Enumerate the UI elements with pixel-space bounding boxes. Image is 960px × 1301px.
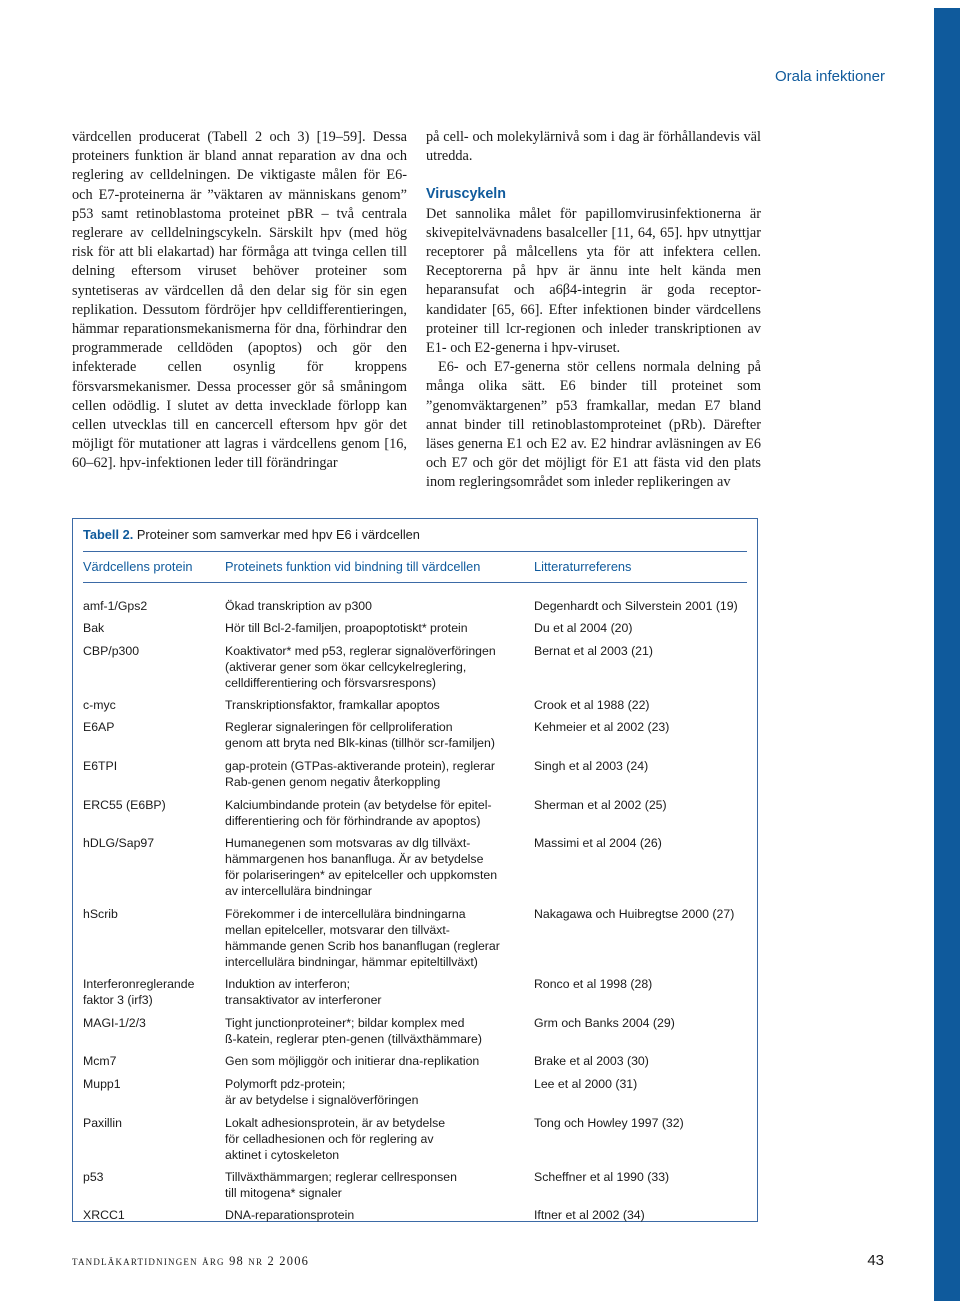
body-paragraph: E6- och E7-generna stör cellens normala delning på många olika sätt. E6 binder till proteinet som ”genomväktargenen” p53 framkallar, medan E7 bland annat binder till retinoblastomproteinet (pRb). Därefter läses generna E1 och E2 av. E2 hindrar avläsningen av E6 och E7 och gör det möjligt för E1 att fästa vid den plats inom regleringsområdet som inleder replikeringen av xyxy=(426,359,761,491)
function-cell-line: Koaktivator* med p53, reglerar signalöverföringen xyxy=(225,644,496,658)
function-cell xyxy=(225,1169,530,1201)
protein-cell xyxy=(83,598,223,614)
protein-cell xyxy=(83,976,223,1008)
function-cell-line: Hör till Bcl-2-familjen, proapoptotiskt* protein xyxy=(225,621,468,635)
function-cell-line: till mitogena* signaler xyxy=(225,1186,342,1200)
table-caption-number: Tabell 2. xyxy=(83,527,134,542)
function-cell-line: Transkriptionsfaktor, framkallar apoptos xyxy=(225,698,440,712)
protein-cell-line: p53 xyxy=(83,1170,104,1184)
function-cell-line: gap-protein (GTPas-aktiverande protein), reglerar xyxy=(225,759,495,773)
protein-cell xyxy=(83,697,223,713)
function-cell xyxy=(225,758,530,790)
function-cell xyxy=(225,1207,530,1223)
protein-cell-line: hScrib xyxy=(83,907,118,921)
function-cell xyxy=(225,797,530,829)
reference-cell: Lee et al 2000 (31) xyxy=(534,1077,638,1091)
protein-cell xyxy=(83,1115,223,1131)
table-caption-text: Proteiner som samverkar med hpv E6 i värdcellen xyxy=(136,527,420,542)
function-cell-line: (aktiverar gener som ökar cellcykelreglering, xyxy=(225,660,467,674)
protein-cell xyxy=(83,1076,223,1092)
reference-cell: Kehmeier et al 2002 (23) xyxy=(534,720,670,734)
function-cell-line: genom att bryta ned Blk-kinas (tillhör scr-familjen) xyxy=(225,736,495,750)
reference-cell: Grm och Banks 2004 (29) xyxy=(534,1016,675,1030)
function-cell xyxy=(225,697,530,713)
protein-cell-line: amf-1/Gps2 xyxy=(83,599,148,613)
reference-cell: Brake et al 2003 (30) xyxy=(534,1054,649,1068)
protein-cell xyxy=(83,620,223,636)
protein-cell-line: XRCC1 xyxy=(83,1208,125,1222)
protein-table xyxy=(72,518,758,1222)
function-cell-line: Förekommer i de intercellulära bindningarna xyxy=(225,907,466,921)
protein-cell xyxy=(83,1207,223,1223)
function-cell-line: är av betydelse i signalöverföringen xyxy=(225,1093,419,1107)
page-number: 43 xyxy=(867,1252,884,1269)
left-column xyxy=(72,128,407,474)
function-cell-line: transaktivator av interferoner xyxy=(225,993,382,1007)
right-column xyxy=(426,128,761,493)
function-cell xyxy=(225,1015,530,1047)
function-cell xyxy=(225,976,530,1008)
function-cell-line: Induktion av interferon; xyxy=(225,977,351,991)
protein-cell-line: Interferonreglerande xyxy=(83,977,195,991)
function-cell xyxy=(225,906,530,970)
protein-cell-line: Bak xyxy=(83,621,105,635)
reference-cell: Iftner et al 2002 (34) xyxy=(534,1208,645,1222)
function-cell-line: differentiering och för förhindrande av apoptos) xyxy=(225,814,481,828)
function-cell-line: aktinet i cytoskeleton xyxy=(225,1148,340,1162)
function-cell-line: Kalciumbindande protein (av betydelse för epitel- xyxy=(225,798,492,812)
side-color-bar xyxy=(934,8,960,1301)
reference-cell: Massimi et al 2004 (26) xyxy=(534,836,662,850)
function-cell-line: av intercellulära bindningar xyxy=(225,884,372,898)
function-cell-line: hämmande genen Scrib hos bananflugan (reglerar xyxy=(225,939,500,953)
function-cell-line: hämmargenen hos bananfluga. Är av betydelse xyxy=(225,852,484,866)
function-cell xyxy=(225,835,530,899)
function-cell-line: Gen som möjliggör och initierar dna-replikation xyxy=(225,1054,480,1068)
function-cell-line: DNA-reparationsprotein xyxy=(225,1208,355,1222)
protein-cell xyxy=(83,1169,223,1185)
protein-cell-line: E6AP xyxy=(83,720,115,734)
function-cell-line: Tillväxthämmargen; reglerar cellresponsen xyxy=(225,1170,457,1184)
protein-cell xyxy=(83,906,223,922)
protein-cell-line: ERC55 (E6BP) xyxy=(83,798,166,812)
reference-cell: Du et al 2004 (20) xyxy=(534,621,633,635)
section-label: Orala infektioner xyxy=(774,68,885,85)
reference-cell: Crook et al 1988 (22) xyxy=(534,698,650,712)
protein-cell-line: MAGI-1/2/3 xyxy=(83,1016,146,1030)
reference-cell: Nakagawa och Huibregtse 2000 (27) xyxy=(534,907,735,921)
function-cell xyxy=(225,598,530,614)
protein-cell xyxy=(83,1015,223,1031)
section-heading: Viruscykeln xyxy=(426,186,507,203)
reference-cell: Tong och Howley 1997 (32) xyxy=(534,1116,684,1130)
function-cell-line: celldifferentiering och försvarsrespons) xyxy=(225,676,436,690)
function-cell-line: intercellulära bindningar, hämmar epiteltillväxt) xyxy=(225,955,478,969)
protein-cell-line: Mcm7 xyxy=(83,1054,117,1068)
reference-cell: Degenhardt och Silverstein 2001 (19) xyxy=(534,599,738,613)
protein-cell-line: c-myc xyxy=(83,698,116,712)
function-cell xyxy=(225,643,530,691)
table-caption xyxy=(83,527,420,543)
function-cell xyxy=(225,719,530,751)
protein-cell-line: Mupp1 xyxy=(83,1077,121,1091)
function-cell-line: Ökad transkription av p300 xyxy=(225,599,372,613)
journal-footer: tandläkartidningen årg 98 nr 2 2006 xyxy=(72,1254,310,1268)
reference-cell: Sherman et al 2002 (25) xyxy=(534,798,667,812)
protein-cell xyxy=(83,758,223,774)
protein-cell xyxy=(83,719,223,735)
function-cell-line: mellan epitelceller, motsvarar den tillväxt- xyxy=(225,923,450,937)
function-cell-line: Lokalt adhesionsprotein, är av betydelse xyxy=(225,1116,446,1130)
reference-cell: Singh et al 2003 (24) xyxy=(534,759,649,773)
function-cell-line: Tight junctionproteiner*; bildar komplex med xyxy=(225,1016,465,1030)
function-cell-line: för polariseringen* av epitelceller och uppkomsten xyxy=(225,868,498,882)
column-header-protein: Värdcellens protein xyxy=(83,559,193,574)
table-divider xyxy=(83,551,747,552)
column-header-reference: Litteraturreferens xyxy=(534,559,632,574)
body-paragraph: värdcellen producerat (Tabell 2 och 3) [19–59]. Dessa proteiners funktion är bland annat reparation av dna och reglering av celldelningen. De viktigaste målen för E6- och E7-proteinerna är ”väktaren av människans genom” p53 samt retinoblastoma proteinet pBR – två centrala reglerare av celldelningscykeln. Särskilt hpv (med hög risk för att bli elakartad) har förmåga att tvinga cellen till delning eftersom viruset behöver proteiner som syntetiseras av värdcellen då den delar sig för sin egen replikation. Dessutom fördröjer hpv celldifferentieringen, hämmar reparationsmekanismerna för dna, förhindrar den programmerade celldöden (apoptos) och gör den infekterade cellen osynlig för kroppens försvarsmekanismer. Dessa processer gör så småningom cellen odödlig. I slutet av detta invecklade förlopp kan cellen utvecklas till en cancercell eftersom hpv gör det möjligt för mutationer att lagras i värdcellens genom [16, 60–62]. hpv-infektionen leder till förändringar xyxy=(72,129,407,472)
reference-cell: Scheffner et al 1990 (33) xyxy=(534,1170,670,1184)
function-cell-line: ß-katein, reglerar pten-genen (tillväxthämmare) xyxy=(225,1032,482,1046)
table-divider xyxy=(83,582,747,583)
protein-cell-line: hDLG/Sap97 xyxy=(83,836,155,850)
body-paragraph: Det sannolika målet för papillomvirusinfektionerna är skivepitelvävnadens basalceller [11, 64, 65]. hpv utnyttjar receptorer på målcellens yta för att infektera cellen. Receptorerna på hpv är ännu inte helt kända men heparansufat och a6β4-integrin är goda receptor-kandidater [65, 66]. Efter infektionen binder värdcellens proteiner till lcr-regionen och inleder transkriptionen av E1- och E2-generna i hpv-viruset. xyxy=(426,205,761,357)
protein-cell xyxy=(83,797,223,813)
protein-cell-line: Paxillin xyxy=(83,1116,122,1130)
function-cell-line: Reglerar signaleringen för cellproliferation xyxy=(225,720,453,734)
function-cell-line: för celladhesionen och för reglering av xyxy=(225,1132,434,1146)
protein-cell-line: E6TPI xyxy=(83,759,118,773)
protein-cell-line: faktor 3 (irf3) xyxy=(83,993,153,1007)
protein-cell xyxy=(83,643,223,659)
function-cell-line: Polymorft pdz-protein; xyxy=(225,1077,346,1091)
function-cell-line: Humanegenen som motsvaras av dlg tillväxt- xyxy=(225,836,471,850)
function-cell xyxy=(225,1076,530,1108)
protein-cell-line: CBP/p300 xyxy=(83,644,140,658)
protein-cell xyxy=(83,835,223,851)
protein-cell xyxy=(83,1053,223,1069)
function-cell xyxy=(225,1115,530,1163)
column-header-function: Proteinets funktion vid bindning till värdcellen xyxy=(225,559,481,574)
body-paragraph: på cell- och molekylärnivå som i dag är förhållandevis väl utredda. xyxy=(426,129,761,165)
function-cell xyxy=(225,620,530,636)
function-cell xyxy=(225,1053,530,1069)
reference-cell: Bernat et al 2003 (21) xyxy=(534,644,653,658)
function-cell-line: Rab-genen genom negativ återkoppling xyxy=(225,775,441,789)
reference-cell: Ronco et al 1998 (28) xyxy=(534,977,653,991)
